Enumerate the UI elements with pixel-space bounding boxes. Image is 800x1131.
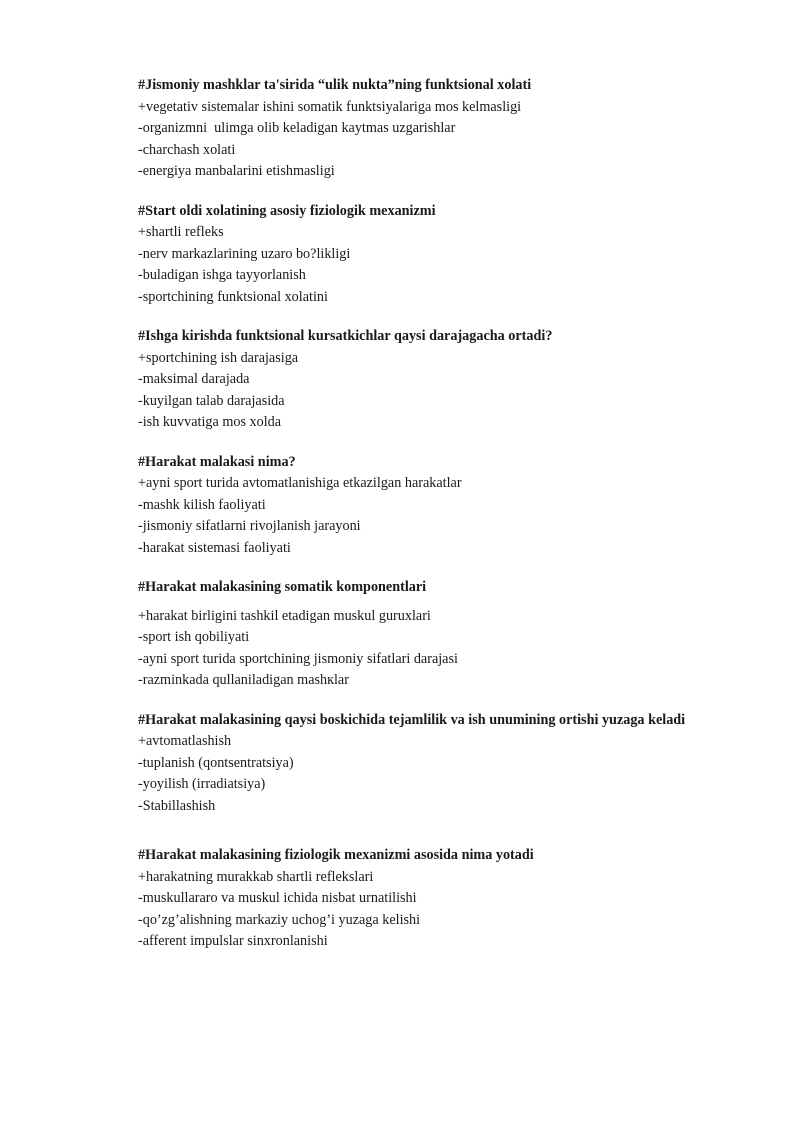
answer-option: -mashk kilish faoliyati: [138, 496, 266, 513]
question-title: #Harakat malakasi nima?: [138, 453, 296, 470]
question-title: #Harakat malakasining fiziologik mexanizmi asosida nima yotadi: [138, 847, 534, 863]
answer-option: -maksimal darajada: [138, 371, 250, 387]
question-title: #Harakat malakasining qaysi boskichida tejamlilik va ish unumining ortishi yuzaga keladi: [138, 711, 686, 728]
answer-option: -sport ish qobiliyati: [138, 629, 250, 645]
answer-correct: +shartli refleks: [138, 224, 224, 240]
answer-correct: +sportchining ish darajasiga: [138, 349, 299, 366]
answer-option: -razminkada qullaniladigan mashкlar: [138, 672, 349, 688]
answer-option: -charchash xolati: [138, 141, 236, 158]
question-title: #Harakat malakasining somatik komponentlari: [138, 579, 427, 595]
answer-option: -yoyilish (irradiatsiya): [138, 776, 266, 792]
question-block: [138, 452, 778, 560]
answer-correct: +ayni sport turida avtomatlanishiga etkazilgan harakatlar: [138, 475, 462, 491]
answer-correct: +vegetativ sistemalar ishini somatik funktsiyalariga mos kelmasligi: [138, 98, 522, 115]
question-block: [138, 326, 778, 434]
answer-option: -ish kuvvatiga mos xolda: [138, 414, 282, 430]
answer-option: -tuplanish (qontsentratsiya): [138, 754, 294, 771]
question-title: #Start oldi xolatining asosiy fiziologik mexanizmi: [138, 202, 436, 219]
answer-option: -energiya manbalarini etishmasligi: [138, 163, 335, 179]
answer-option: -jismoniy sifatlarni rivojlanish jarayoni: [138, 518, 361, 534]
answer-option: -muskullararo va muskul ichida nisbat urnatilishi: [138, 890, 417, 906]
answer-correct: +avtomatlashish: [138, 733, 232, 749]
document-body: [138, 75, 778, 971]
answer-correct: +harakatning murakkab shartli reflekslari: [138, 868, 374, 885]
question-title: #Ishga kirishda funktsional kursatkichlar qaysi darajagacha ortadi?: [138, 328, 553, 344]
answer-option: -kuyilgan talab darajasida: [138, 392, 285, 409]
answer-option: -sportchining funktsional xolatini: [138, 288, 328, 305]
answer-option: -qo’zg’alishning markaziy uchog’i yuzaga kelishi: [138, 911, 421, 928]
question-block: [138, 845, 778, 953]
answer-option: -nerv markazlarining uzaro bo?likligi: [138, 245, 351, 262]
question-title: #Jismoniy mashklar ta'sirida “ulik nukta”ning funktsional xolati: [138, 77, 532, 93]
answer-option: -harakat sistemasi faoliyati: [138, 539, 291, 556]
answer-option: -Stabillashish: [138, 797, 216, 814]
question-block: [138, 75, 778, 183]
question-block: [138, 710, 778, 818]
answer-option: -organizmni ulimga olib keladigan kaytmas uzgarishlar: [138, 120, 456, 136]
answer-option: -afferent impulslar sinxronlanishi: [138, 933, 328, 949]
question-block: [138, 577, 778, 692]
answer-option: -ayni sport turida sportchining jismoniy sifatlari darajasi: [138, 650, 458, 667]
answer-option: -buladigan ishga tayyorlanish: [138, 267, 306, 283]
answer-correct: +harakat birligini tashkil etadigan muskul guruxlari: [138, 607, 431, 624]
question-block: [138, 201, 778, 309]
